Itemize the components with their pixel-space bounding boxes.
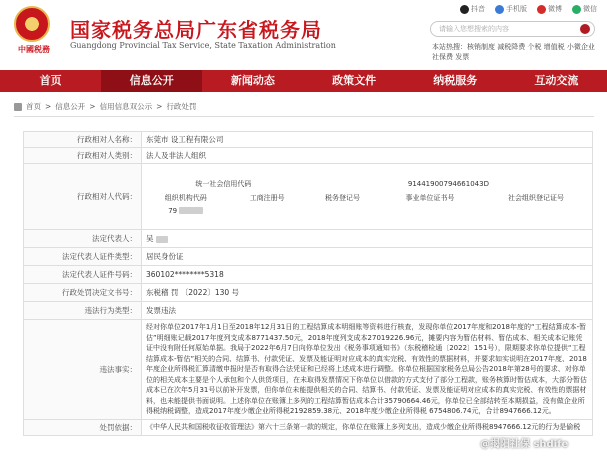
row-label: 行政处罚决定文书号： xyxy=(24,284,142,302)
redaction xyxy=(179,207,203,214)
emblem-caption: 中國税務 xyxy=(18,44,50,54)
nav-news[interactable]: 新闻动态 xyxy=(230,74,275,87)
penalty-basis: 《中华人民共和国税收征收管理法》第六十三条第一款的规定，你单位在账簿上多列支出，造成少缴企业所得税8947666.12元的行为是偷税 xyxy=(142,419,593,435)
redaction xyxy=(156,236,168,243)
credit-code-value: 91441900794661043D xyxy=(407,179,489,188)
row-value: 吴 xyxy=(146,234,154,243)
nav-home[interactable]: 首页 xyxy=(39,74,62,87)
site-title[interactable]: 国家税务总局广东省税务局 xyxy=(70,18,322,42)
table-row xyxy=(24,148,593,164)
table-row xyxy=(24,302,593,320)
top-link-douyin[interactable]: 抖音 xyxy=(460,4,485,14)
row-label: 法定代表人证件类型： xyxy=(24,248,142,266)
table-row xyxy=(24,320,593,420)
row-label: 违法事实： xyxy=(24,320,142,420)
code-header: 事业单位证书号 xyxy=(405,193,455,202)
code-header: 组织机构代码 xyxy=(164,193,207,202)
top-link-mobile[interactable]: 手机版 xyxy=(495,4,527,14)
nav-interaction[interactable]: 互动交流 xyxy=(534,74,579,87)
row-label: 行政相对人类别： xyxy=(24,148,142,164)
code-header: 工商注册号 xyxy=(249,193,285,202)
code-grid xyxy=(142,177,592,217)
code-header: 社会组织登记证号 xyxy=(507,193,564,202)
divider xyxy=(14,116,594,117)
top-link-wechat[interactable]: 微信 xyxy=(572,4,597,14)
row-value: 360102********5318 xyxy=(142,266,593,284)
breadcrumb-home[interactable]: 首页 xyxy=(26,102,41,111)
row-value: 法人及非法人组织 xyxy=(142,148,593,164)
site-subtitle: Guangdong Provincial Tax Service, State Taxation Administration xyxy=(70,41,336,50)
breadcrumb-credit[interactable]: 信用信息双公示 xyxy=(99,102,153,111)
org-code-value: 79 xyxy=(168,206,178,215)
table-row xyxy=(24,266,593,284)
row-value: 居民身份证 xyxy=(142,248,593,266)
row-label: 行政相对人名称： xyxy=(24,132,142,148)
mobile-icon xyxy=(495,5,504,14)
table-row xyxy=(24,248,593,266)
main-nav xyxy=(0,70,607,92)
weibo-icon xyxy=(537,5,546,14)
douyin-icon xyxy=(460,5,469,14)
wechat-icon xyxy=(572,5,581,14)
table-row xyxy=(24,132,593,148)
nav-tax-service[interactable]: 纳税服务 xyxy=(433,74,478,87)
table-row xyxy=(24,419,593,435)
code-header: 税务登记号 xyxy=(324,193,360,202)
table-row xyxy=(24,284,593,302)
search-placeholder: 请输入您想搜索的内容 xyxy=(439,25,509,33)
row-value: 东莞市 设工程有限公司 xyxy=(142,132,593,148)
hot-search-words[interactable]: 本站热搜：核销制度 减税降费 个税 增值税 小微企业 社保费 发票 xyxy=(432,43,595,61)
table-row xyxy=(24,230,593,248)
home-icon xyxy=(14,103,22,111)
watermark: @揭阳社保 shdife xyxy=(480,439,569,450)
table-row xyxy=(24,164,593,230)
penalty-record-table xyxy=(23,131,593,436)
row-value: 东税稽 罚 〔2022〕130 号 xyxy=(142,284,593,302)
row-label: 行政相对人代码： xyxy=(24,164,142,230)
row-label: 法定代表人证件号码： xyxy=(24,266,142,284)
row-label: 法定代表人： xyxy=(24,230,142,248)
breadcrumb-info[interactable]: 信息公开 xyxy=(55,102,86,111)
breadcrumb: 首页 > 信息公开 > 信用信息双公示 > 行政处罚 xyxy=(14,101,196,112)
nav-policy[interactable]: 政策文件 xyxy=(332,74,377,87)
search-input[interactable] xyxy=(430,21,595,37)
row-label: 违法行为类型： xyxy=(24,302,142,320)
violation-facts: 经对你单位2017年1月1日至2018年12月31日的工程结算成本明细账等资料进行核查，发现你单位2017年度和2018年度的“工程结算成本-暂估”明细账记载2017年度列支成本8771437.50元，2018年度列支成本27019226.96元，摊要内容为暂估材料、暂估成本、相关成本记账凭证中没有附任何原始单据。我局于2022年6月7日向你单位发出《税务事项通知书》（东税稽检通〔2022〕151号），限期要求你单位提供“工程结算成本-暂估”相关的合同、结算书、付款凭证、发票及能证明对应成本的真实完税、有效性的票据材料，并要求如实说明在2017年度、2018年度企业所得税汇算清缴申报时是否有取得合法凭证和已经将上述成本进行调整。你单位根据国家税务总局公告2018年第28号的要求、对你单位的相关成本主要是个人承包和个人供货项目，在未取得发票情况下你单位以借款的方式支付了部分工程款，账务核算时暂估成本，大部分暂估成本已在次年5月31号以前补开发票，但你单位未能提供相关的合同、结算书、付款凭证、发票及能证明对应成本的真实完税、有效性的票据材料，也未能提供书面说明。上述你单位在账簿上多列的工程结算暂估成本合计35790664.46元，你单位已全部结转至本期损益，没有做企业所得税纳税调整，造成2017年度少缴企业所得税2192859.38元、2018年度少缴企业所得税 6754806.74元，合计8947666.12元。 xyxy=(142,320,593,420)
row-value: 发票违法 xyxy=(142,302,593,320)
tax-emblem-icon xyxy=(14,6,50,42)
row-label: 处罚依据： xyxy=(24,419,142,435)
nav-info-disclosure[interactable]: 信息公开 xyxy=(101,70,202,92)
top-links xyxy=(460,4,597,14)
search-icon[interactable] xyxy=(580,24,590,34)
site-header xyxy=(0,0,607,70)
credit-code-label: 统一社会信用代码 xyxy=(195,179,252,188)
top-link-weibo[interactable]: 微博 xyxy=(537,4,562,14)
breadcrumb-penalty[interactable]: 行政处罚 xyxy=(166,102,197,111)
